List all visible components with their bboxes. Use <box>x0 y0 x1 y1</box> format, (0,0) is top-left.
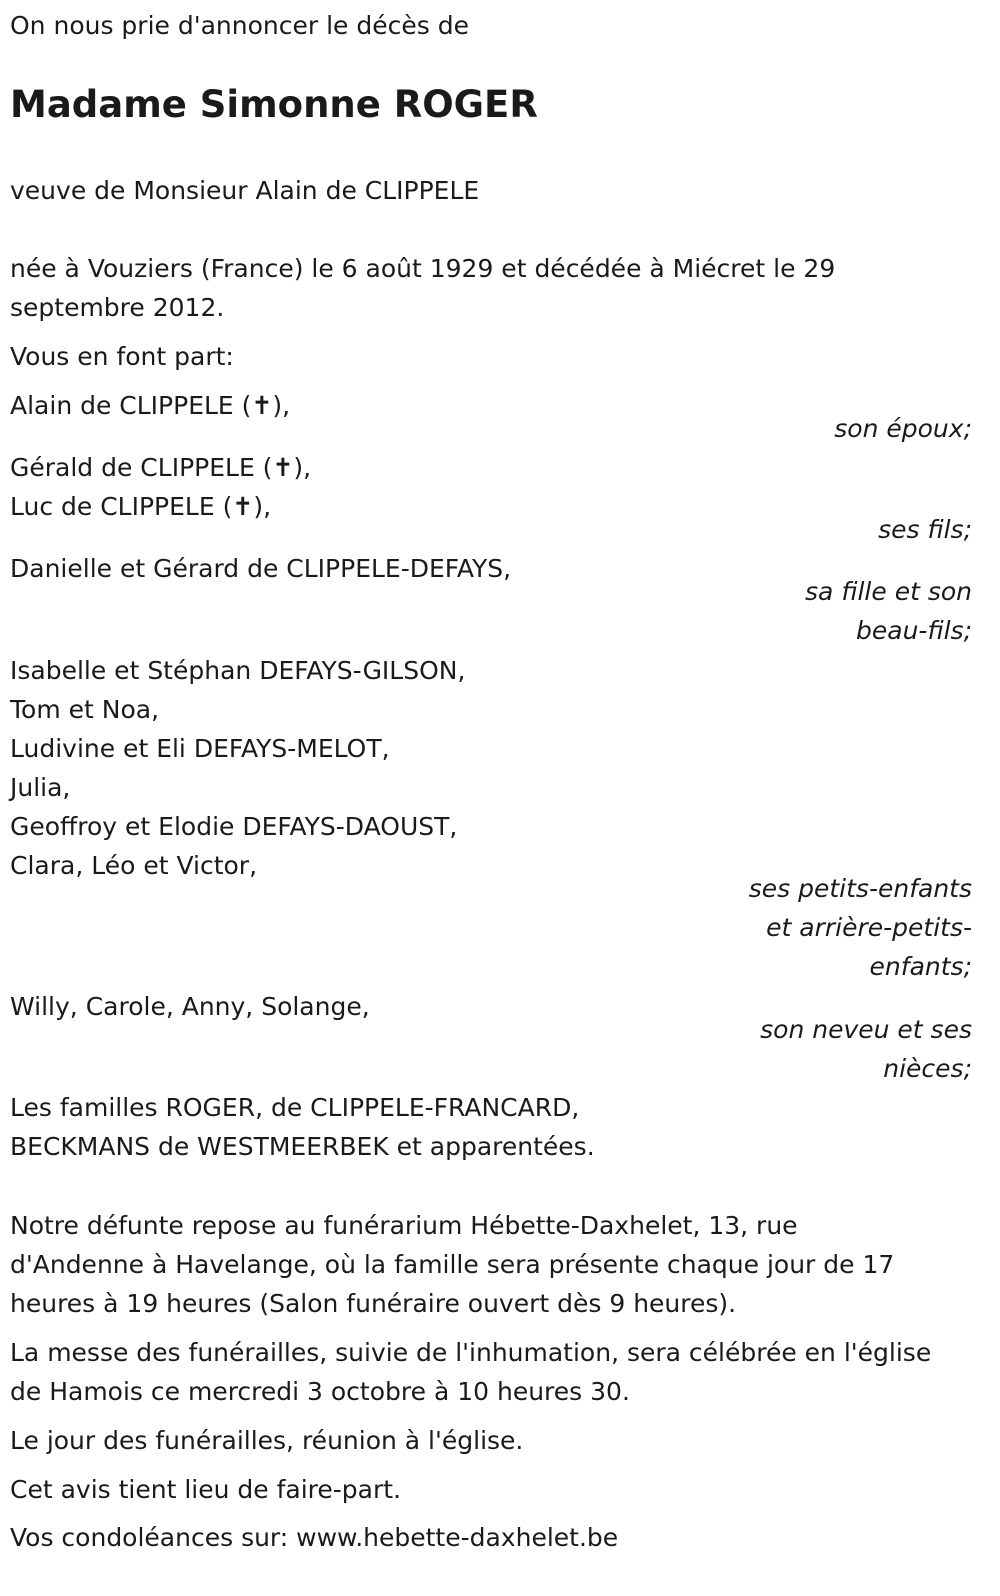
grandchild-line: Clara, Léo et Victor, <box>10 851 258 880</box>
sons-list <box>10 448 311 526</box>
grandchild-line: Julia, <box>10 773 71 802</box>
intro-text: On nous prie d'annoncer le décès de <box>10 11 469 40</box>
cross-icon: ✝ <box>251 391 273 420</box>
grandchildren-relation: ses petits-enfants et arrière-petits- enfants; <box>748 874 972 981</box>
sons-relation: ses fils; <box>878 515 972 544</box>
funerarium-text: Notre défunte repose au funérarium Hébette-Daxhelet, 13, rue d'Andenne à Havelange, où la famille sera présente chaque jour de 17 heures à 19 heures (Salon funéraire ouvert dès 9 heures). <box>10 1211 895 1318</box>
grandchild-line: Tom et Noa, <box>10 695 160 724</box>
announcers-intro: Vous en font part: <box>10 342 234 371</box>
meeting-text: Le jour des funérailles, réunion à l'église. <box>10 1426 524 1455</box>
son-name: Luc de CLIPPELE (✝), <box>10 492 272 521</box>
cross-icon: ✝ <box>232 492 254 521</box>
widow-of-text: veuve de Monsieur Alain de CLIPPELE <box>10 176 480 205</box>
grandchild-line: Isabelle et Stéphan DEFAYS-GILSON, <box>10 656 466 685</box>
families-text: Les familles ROGER, de CLIPPELE-FRANCARD, BECKMANS de WESTMEERBEK et apparentées. <box>10 1093 595 1161</box>
mass-text: La messe des funérailles, suivie de l'inhumation, sera célébrée en l'église de Hamois ce mercredi 3 octobre à 10 heures 30. <box>10 1338 932 1406</box>
grandchild-line: Geoffroy et Elodie DEFAYS-DAOUST, <box>10 812 458 841</box>
spouse-relation: son époux; <box>834 414 972 443</box>
daughter-name: Danielle et Gérard de CLIPPELE-DEFAYS, <box>10 554 512 583</box>
spouse-name: Alain de CLIPPELE (✝), <box>10 391 291 420</box>
grandchild-line: Ludivine et Eli DEFAYS-MELOT, <box>10 734 390 763</box>
daughter-relation: sa fille et son beau-fils; <box>805 577 972 645</box>
birth-death-line: née à Vouziers (France) le 6 août 1929 et décédée à Miécret le 29 <box>10 254 836 283</box>
birth-death-text <box>10 249 835 327</box>
deceased-name: Madame Simonne ROGER <box>10 83 538 126</box>
notice-text: Cet avis tient lieu de faire-part. <box>10 1475 402 1504</box>
nephews-relation: son neveu et ses nièces; <box>760 1015 972 1083</box>
birth-death-line: septembre 2012. <box>10 293 225 322</box>
condolences-text: Vos condoléances sur: www.hebette-daxhelet.be <box>10 1523 619 1552</box>
cross-icon: ✝ <box>272 453 294 482</box>
son-name: Gérald de CLIPPELE (✝), <box>10 453 312 482</box>
grandchildren-list <box>10 651 465 885</box>
nephews-names: Willy, Carole, Anny, Solange, <box>10 992 370 1021</box>
